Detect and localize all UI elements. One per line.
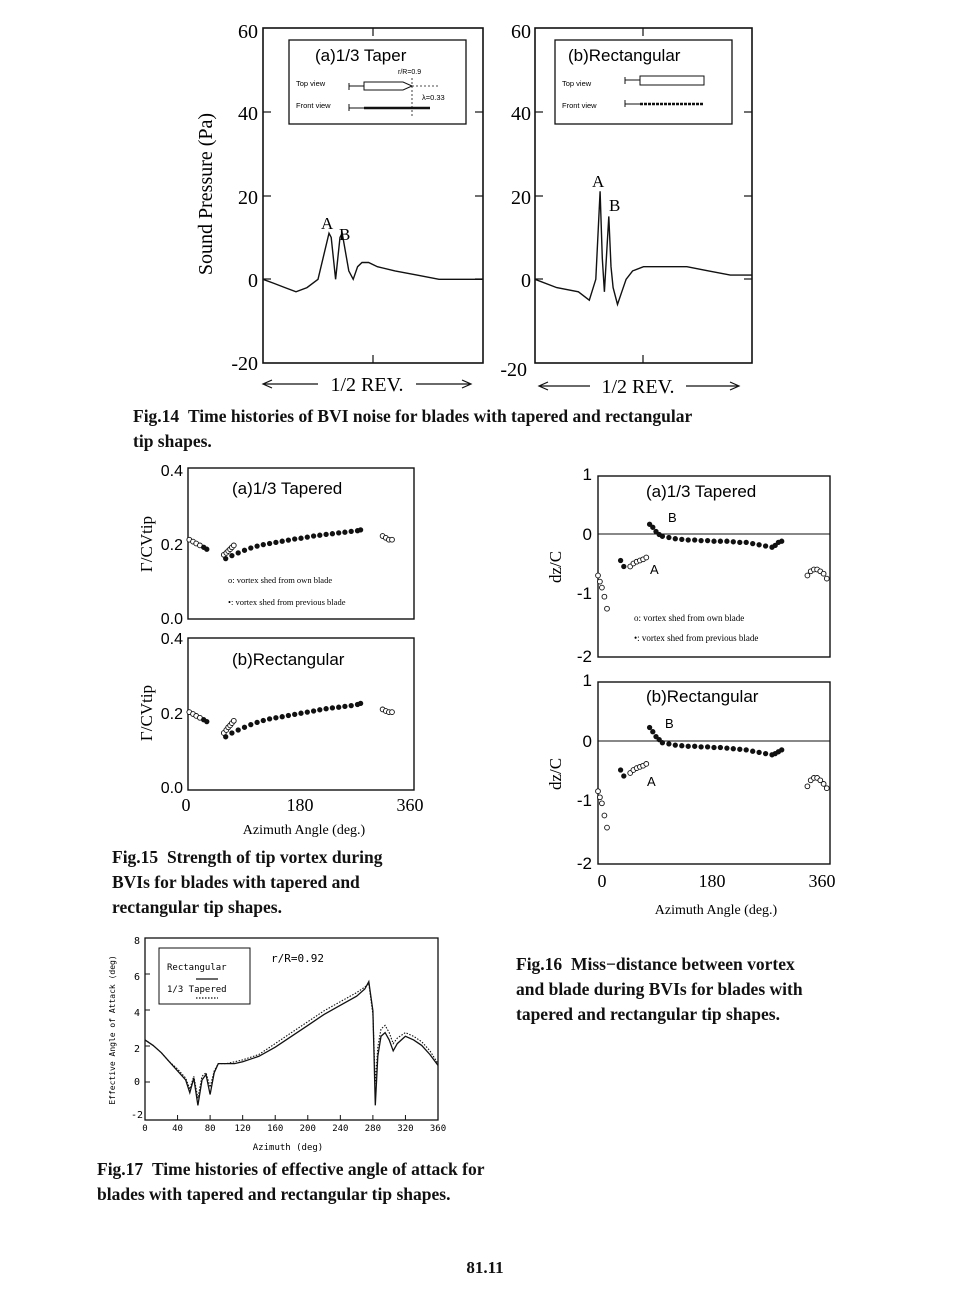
vortex-own-blade-point [231, 718, 236, 723]
fig17-ytick: 2 [133, 1044, 140, 1055]
vortex-previous-blade-point [718, 745, 722, 749]
fig17-caption-line1: Time histories of effective angle of attack for [151, 1159, 485, 1179]
vortex-previous-blade-point [667, 535, 671, 539]
fig14b-ytick: -20 [500, 359, 527, 381]
fig17-xtick: 80 [204, 1124, 216, 1134]
vortex-previous-blade-point [686, 744, 690, 748]
fig16-ytick: 0 [582, 525, 592, 544]
fig16-ytick: 1 [582, 671, 592, 690]
vortex-previous-blade-point [280, 715, 284, 719]
vortex-previous-blade-point [261, 718, 265, 722]
rectangular-blade-front-icon [625, 100, 704, 107]
fig16a-title: (a)1/3 Tapered [646, 482, 757, 501]
fig16-ytick: 0 [582, 732, 592, 751]
vortex-previous-blade-point [230, 731, 234, 735]
vortex-own-blade-point [390, 537, 395, 542]
vortex-previous-blade-point [622, 774, 626, 778]
vortex-own-blade-point [596, 573, 601, 578]
fig16-ytick: -1 [576, 791, 592, 810]
vortex-own-blade-point [605, 825, 610, 830]
vortex-previous-blade-point [712, 539, 716, 543]
vortex-previous-blade-point [744, 540, 748, 544]
vortex-previous-blade-point [255, 544, 259, 548]
fig16-caption-line2: and blade during BVIs for blades with [516, 979, 803, 999]
fig17-ytick: -2 [130, 1110, 143, 1121]
fig15-caption-line1: Strength of tip vortex during [166, 847, 383, 867]
vortex-previous-blade-point [205, 719, 209, 723]
page-number: 81.11 [466, 1258, 504, 1277]
vortex-previous-blade-point [705, 538, 709, 542]
fig16-ytick: -2 [576, 854, 592, 873]
vortex-previous-blade-point [330, 532, 334, 536]
fig14b-rev-label: 1/2 REV. [601, 376, 675, 398]
vortex-previous-blade-point [763, 544, 767, 548]
fig17-caption-lead: Fig.17 [97, 1159, 144, 1179]
vortex-previous-blade-point [751, 541, 755, 545]
fig17-xtick: 40 [172, 1124, 183, 1134]
fig17 [108, 936, 446, 1153]
fig15b-points [187, 701, 394, 739]
fig16a-label-b: B [668, 510, 677, 525]
vortex-own-blade-point [598, 795, 603, 800]
fig15-ytick: 0.2 [160, 706, 183, 723]
vortex-previous-blade-point [305, 535, 309, 539]
vortex-own-blade-point [805, 784, 810, 789]
fig17-legend-taper: 1/3 Tapered [167, 985, 227, 995]
fig15-caption-lead: Fig.15 [112, 847, 159, 867]
fig14a-title: (a)1/3 Taper [315, 46, 407, 65]
vortex-own-blade-point [805, 573, 810, 578]
fig17-ytick: 4 [133, 1008, 140, 1019]
fig16-caption-line3: tapered and rectangular tip shapes. [516, 1004, 780, 1024]
fig16-ytick: 1 [582, 465, 592, 484]
fig16-caption [516, 952, 916, 1027]
fig14b-pressure-trace [535, 191, 752, 304]
fig15-ylabel: Γ/CVtip [137, 684, 156, 742]
vortex-previous-blade-point [680, 537, 684, 541]
fig14b-peak-b: B [609, 196, 621, 215]
fig15-xtick: 0 [181, 795, 191, 815]
vortex-previous-blade-point [780, 539, 784, 543]
fig14a-peak-a: A [321, 214, 334, 233]
vortex-previous-blade-point [738, 747, 742, 751]
vortex-previous-blade-point [738, 540, 742, 544]
vortex-previous-blade-point [249, 722, 253, 726]
fig16-ytick: -1 [576, 584, 592, 603]
fig14-caption [133, 404, 853, 454]
vortex-previous-blade-point [712, 745, 716, 749]
fig14-caption-line2: tip shapes. [133, 431, 212, 451]
vortex-previous-blade-point [293, 537, 297, 541]
fig14a-ytick: 40 [238, 103, 258, 125]
fig16a-label-a: A [650, 562, 659, 577]
fig17-xtick: 120 [234, 1124, 251, 1134]
vortex-previous-blade-point [686, 538, 690, 542]
vortex-previous-blade-point [267, 541, 271, 545]
fig14a-lambda: λ=0.33 [422, 93, 445, 102]
vortex-previous-blade-point [673, 537, 677, 541]
vortex-previous-blade-point [705, 745, 709, 749]
fig17-ytick: 6 [133, 972, 140, 983]
fig14a-ytick: 20 [238, 187, 258, 209]
vortex-previous-blade-point [343, 704, 347, 708]
vortex-previous-blade-point [731, 747, 735, 751]
vortex-previous-blade-point [618, 768, 622, 772]
vortex-previous-blade-point [718, 539, 722, 543]
vortex-previous-blade-point [286, 538, 290, 542]
fig15-ytick: 0.2 [160, 537, 183, 554]
rectangular-blade-top-icon [625, 76, 704, 85]
vortex-previous-blade-point [667, 742, 671, 746]
vortex-previous-blade-point [780, 748, 784, 752]
fig16-xtick: 180 [698, 871, 726, 891]
fig17-legend-rect: Rectangular [167, 963, 227, 973]
vortex-previous-blade-point [622, 564, 626, 568]
vortex-own-blade-point [390, 710, 395, 715]
fig14a-ytick: 0 [248, 270, 258, 292]
fig16a-points [596, 522, 830, 611]
fig14a-rR: r/R=0.9 [398, 69, 422, 76]
fig14b-peak-a: A [592, 172, 605, 191]
fig14a-peak-b: B [339, 225, 351, 244]
vortex-previous-blade-point [731, 540, 735, 544]
vortex-own-blade-point [821, 782, 826, 787]
fig14a-ytick: -20 [231, 353, 258, 375]
fig17-yticks [145, 974, 150, 1082]
fig17-caption-line2: blades with tapered and rectangular tip shapes. [97, 1184, 451, 1204]
vortex-previous-blade-point [305, 710, 309, 714]
fig16-caption-line1: Miss−distance between vortex [570, 954, 795, 974]
vortex-previous-blade-point [311, 534, 315, 538]
fig16b-label-a: A [647, 774, 656, 789]
fig16-legend-open: o: vortex shed from own blade [634, 613, 745, 623]
vortex-previous-blade-point [693, 538, 697, 542]
vortex-own-blade-point [821, 571, 826, 576]
vortex-previous-blade-point [318, 708, 322, 712]
vortex-previous-blade-point [693, 744, 697, 748]
fig16-ylabel: dz/C [546, 550, 565, 584]
fig15-caption [112, 845, 492, 920]
fig15-ylabel: Γ/CVtip [137, 515, 156, 573]
vortex-previous-blade-point [337, 531, 341, 535]
fig16 [546, 465, 836, 918]
fig14a-rev-label: 1/2 REV. [330, 374, 404, 396]
fig14b-ytick: 60 [511, 21, 531, 43]
vortex-previous-blade-point [647, 725, 651, 729]
fig14b-ytick: 20 [511, 187, 531, 209]
fig15 [137, 463, 424, 838]
fig16-legend-filled: •: vortex shed from previous blade [634, 633, 759, 643]
vortex-previous-blade-point [242, 725, 246, 729]
vortex-own-blade-point [598, 579, 603, 584]
vortex-previous-blade-point [618, 558, 622, 562]
fig17-legend-box [159, 948, 250, 1004]
vortex-previous-blade-point [358, 701, 362, 705]
vortex-previous-blade-point [255, 720, 259, 724]
vortex-own-blade-point [231, 543, 236, 548]
vortex-previous-blade-point [224, 556, 228, 560]
vortex-previous-blade-point [343, 530, 347, 534]
fig14b-ytick: 0 [521, 270, 531, 292]
fig17-xlabel: Azimuth (deg) [252, 1143, 324, 1153]
vortex-own-blade-point [602, 594, 607, 599]
fig15-xtick: 360 [396, 795, 424, 815]
fig16-xtick: 0 [597, 871, 607, 891]
fig15-legend-open: o: vortex shed from own blade [228, 575, 333, 585]
fig16-xlabel: Azimuth Angle (deg.) [654, 903, 778, 918]
vortex-own-blade-point [605, 606, 610, 611]
vortex-own-blade-point [596, 789, 601, 794]
fig16-xtick: 360 [808, 871, 836, 891]
fig14b-frontview-label: Front view [562, 101, 597, 110]
vortex-previous-blade-point [242, 548, 246, 552]
fig14-panel-a [195, 21, 483, 396]
vortex-previous-blade-point [660, 741, 664, 745]
fig16b-label-b: B [665, 716, 674, 731]
vortex-previous-blade-point [349, 529, 353, 533]
fig14a-pressure-trace [263, 233, 483, 292]
fig17-tapered-line [145, 984, 438, 1099]
vortex-own-blade-point [824, 786, 829, 791]
vortex-own-blade-point [602, 813, 607, 818]
fig14-caption-line1: Time histories of BVI noise for blades with tapered and rectangular [187, 406, 693, 426]
vortex-previous-blade-point [286, 713, 290, 717]
vortex-previous-blade-point [249, 546, 253, 550]
fig17-ytick: 8 [133, 936, 140, 947]
fig17-xtick: 280 [364, 1124, 382, 1134]
vortex-previous-blade-point [349, 703, 353, 707]
vortex-previous-blade-point [651, 525, 655, 529]
vortex-previous-blade-point [274, 716, 278, 720]
fig14-caption-lead: Fig.14 [133, 406, 180, 426]
vortex-own-blade-point [644, 555, 649, 560]
fig15-caption-line2: BVIs for blades with tapered and [112, 872, 360, 892]
fig15-legend-filled: •: vortex shed from previous blade [228, 597, 346, 607]
vortex-previous-blade-point [261, 542, 265, 546]
fig15-ytick: 0.0 [160, 780, 183, 797]
vortex-own-blade-point [644, 762, 649, 767]
fig14a-ytick: 60 [238, 21, 258, 43]
fig17-xtick: 200 [299, 1124, 316, 1134]
vortex-previous-blade-point [311, 709, 315, 713]
vortex-previous-blade-point [673, 743, 677, 747]
fig15-xtick: 180 [286, 795, 314, 815]
tapered-blade-front-icon [349, 104, 430, 111]
fig15a-points [187, 528, 394, 561]
vortex-previous-blade-point [293, 712, 297, 716]
vortex-previous-blade-point [358, 528, 362, 532]
vortex-previous-blade-point [224, 735, 228, 739]
fig14-ylabel: Sound Pressure (Pa) [195, 112, 217, 276]
fig17-xticks [142, 1115, 446, 1134]
fig17-rR: r/R=0.92 [271, 952, 324, 965]
fig16-ylabel: dz/C [546, 757, 565, 791]
fig17-xtick: 320 [397, 1124, 414, 1134]
vortex-previous-blade-point [651, 730, 655, 734]
vortex-previous-blade-point [324, 532, 328, 536]
fig17-xtick: 360 [429, 1124, 447, 1134]
fig17-xtick: 0 [142, 1124, 148, 1134]
vortex-previous-blade-point [324, 707, 328, 711]
fig15-ytick: 0.0 [160, 611, 183, 628]
fig14b-topview-label: Top view [562, 79, 592, 88]
vortex-own-blade-point [600, 585, 605, 590]
fig16-caption-lead: Fig.16 [516, 954, 563, 974]
fig15-xlabel: Azimuth Angle (deg.) [242, 823, 366, 838]
vortex-previous-blade-point [757, 750, 761, 754]
vortex-previous-blade-point [274, 540, 278, 544]
vortex-previous-blade-point [725, 746, 729, 750]
fig15a-title: (a)1/3 Tapered [232, 479, 343, 498]
vortex-own-blade-point [824, 576, 829, 581]
fig17-rectangular-line [145, 982, 438, 1106]
vortex-previous-blade-point [763, 751, 767, 755]
vortex-previous-blade-point [751, 749, 755, 753]
vortex-previous-blade-point [330, 706, 334, 710]
vortex-previous-blade-point [236, 728, 240, 732]
fig17-ylabel: Effective Angle of Attack (deg) [108, 955, 117, 1105]
fig14a-frontview-label: Front view [296, 101, 331, 110]
fig15-caption-line3: rectangular tip shapes. [112, 897, 282, 917]
fig17-xtick: 160 [267, 1124, 284, 1134]
fig16b-title: (b)Rectangular [646, 687, 759, 706]
fig14b-ytick: 40 [511, 103, 531, 125]
fig15b-title: (b)Rectangular [232, 650, 345, 669]
vortex-previous-blade-point [318, 533, 322, 537]
fig17-xtick: 240 [332, 1124, 349, 1134]
fig17-ytick: 0 [133, 1077, 140, 1088]
vortex-previous-blade-point [299, 711, 303, 715]
vortex-previous-blade-point [699, 538, 703, 542]
vortex-previous-blade-point [337, 705, 341, 709]
fig15-ytick: 0.4 [160, 463, 183, 480]
vortex-previous-blade-point [236, 551, 240, 555]
vortex-previous-blade-point [205, 547, 209, 551]
vortex-previous-blade-point [299, 536, 303, 540]
vortex-previous-blade-point [699, 745, 703, 749]
vortex-own-blade-point [600, 801, 605, 806]
fig14b-title: (b)Rectangular [568, 46, 681, 65]
fig14-panel-b [500, 21, 752, 398]
vortex-previous-blade-point [280, 539, 284, 543]
fig14a-topview-label: Top view [296, 79, 326, 88]
vortex-previous-blade-point [267, 717, 271, 721]
fig15-ytick: 0.4 [160, 631, 183, 648]
vortex-previous-blade-point [757, 543, 761, 547]
vortex-previous-blade-point [725, 539, 729, 543]
fig17-caption [97, 1157, 637, 1207]
vortex-previous-blade-point [680, 744, 684, 748]
vortex-previous-blade-point [744, 748, 748, 752]
vortex-previous-blade-point [660, 534, 664, 538]
vortex-previous-blade-point [230, 553, 234, 557]
fig16-ytick: -2 [576, 647, 592, 666]
